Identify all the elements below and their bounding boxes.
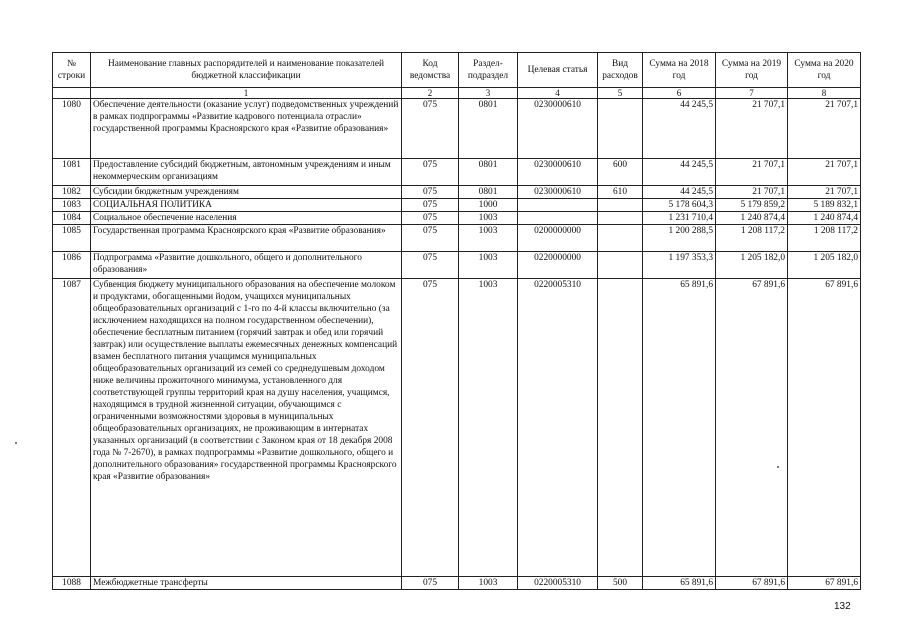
row-section: 1003 (459, 252, 518, 279)
column-number-row (53, 88, 861, 99)
scan-speck (777, 466, 779, 468)
row-expense-type: 500 (598, 577, 643, 590)
row-expense-type (598, 279, 643, 577)
row-sum-2019: 1 240 874,4 (716, 212, 788, 225)
row-sum-2018: 5 178 604,3 (643, 199, 716, 212)
row-target (518, 199, 598, 212)
column-number: 7 (716, 88, 788, 99)
row-number: 1085 (53, 225, 91, 252)
row-expense-type (598, 99, 643, 159)
row-sum-2019: 67 891,6 (716, 279, 788, 577)
row-dept-code: 075 (402, 99, 459, 159)
row-section: 1000 (459, 199, 518, 212)
row-expense-type (598, 225, 643, 252)
row-sum-2019: 21 707,1 (716, 186, 788, 199)
header-row-number: № строки (53, 53, 91, 88)
row-sum-2019: 1 205 182,0 (716, 252, 788, 279)
row-section: 1003 (459, 225, 518, 252)
row-number: 1083 (53, 199, 91, 212)
header-target: Целевая статья (518, 53, 598, 88)
row-number: 1080 (53, 99, 91, 159)
header-dept-code: Код ведомства (402, 53, 459, 88)
row-sum-2020: 1 240 874,4 (788, 212, 861, 225)
row-number: 1087 (53, 279, 91, 577)
table-row (53, 279, 861, 577)
row-sum-2018: 44 245,5 (643, 99, 716, 159)
row-expense-type (598, 199, 643, 212)
row-sum-2020: 21 707,1 (788, 186, 861, 199)
row-sum-2020: 5 189 832,1 (788, 199, 861, 212)
row-dept-code: 075 (402, 212, 459, 225)
table-row (53, 159, 861, 186)
table-header-row (53, 53, 861, 88)
row-sum-2019: 5 179 859,2 (716, 199, 788, 212)
row-section: 0801 (459, 186, 518, 199)
row-sum-2019: 67 891,6 (716, 577, 788, 590)
row-name: Государственная программа Красноярского края «Развитие образования» (91, 225, 402, 252)
row-sum-2018: 1 197 353,3 (643, 252, 716, 279)
row-sum-2020: 1 205 182,0 (788, 252, 861, 279)
column-number: 4 (518, 88, 598, 99)
column-number: 5 (598, 88, 643, 99)
row-sum-2019: 1 208 117,2 (716, 225, 788, 252)
table-row (53, 212, 861, 225)
row-section: 0801 (459, 99, 518, 159)
row-expense-type: 610 (598, 186, 643, 199)
row-section: 1003 (459, 279, 518, 577)
row-number: 1084 (53, 212, 91, 225)
row-sum-2020: 21 707,1 (788, 159, 861, 186)
row-dept-code: 075 (402, 252, 459, 279)
row-sum-2019: 21 707,1 (716, 159, 788, 186)
table-row (53, 252, 861, 279)
row-sum-2018: 44 245,5 (643, 159, 716, 186)
header-name: Наименование главных распорядителей и наименование показателей бюджетной классификации (91, 53, 402, 88)
table-row (53, 225, 861, 252)
row-target (518, 212, 598, 225)
row-section: 1003 (459, 577, 518, 590)
row-target: 0230000610 (518, 99, 598, 159)
row-dept-code: 075 (402, 199, 459, 212)
row-dept-code: 075 (402, 577, 459, 590)
table-row (53, 99, 861, 159)
row-sum-2018: 65 891,6 (643, 577, 716, 590)
row-target: 0200000000 (518, 225, 598, 252)
row-expense-type (598, 252, 643, 279)
row-section: 0801 (459, 159, 518, 186)
column-number: 2 (402, 88, 459, 99)
row-sum-2020: 21 707,1 (788, 99, 861, 159)
row-sum-2018: 1 231 710,4 (643, 212, 716, 225)
row-target: 0230000610 (518, 159, 598, 186)
column-number: 8 (788, 88, 861, 99)
column-number: 3 (459, 88, 518, 99)
row-expense-type (598, 212, 643, 225)
row-name: Социальное обеспечение населения (91, 212, 402, 225)
column-number: 1 (91, 88, 402, 99)
header-section: Раздел-подраздел (459, 53, 518, 88)
row-dept-code: 075 (402, 225, 459, 252)
row-sum-2020: 67 891,6 (788, 577, 861, 590)
column-number (53, 88, 91, 99)
row-name: Подпрограмма «Развитие дошкольного, общего и дополнительного образования» (91, 252, 402, 279)
row-dept-code: 075 (402, 159, 459, 186)
scan-speck (15, 442, 17, 444)
row-expense-type: 600 (598, 159, 643, 186)
header-sum-2018: Сумма на 2018 год (643, 53, 716, 88)
table-row (53, 577, 861, 590)
table-row (53, 199, 861, 212)
row-sum-2020: 67 891,6 (788, 279, 861, 577)
row-dept-code: 075 (402, 186, 459, 199)
row-target: 0220005310 (518, 577, 598, 590)
column-number: 6 (643, 88, 716, 99)
header-sum-2019: Сумма на 2019 год (716, 53, 788, 88)
row-sum-2018: 44 245,5 (643, 186, 716, 199)
table-row (53, 186, 861, 199)
row-sum-2020: 1 208 117,2 (788, 225, 861, 252)
header-sum-2020: Сумма на 2020 год (788, 53, 861, 88)
row-name: Обеспечение деятельности (оказание услуг) подведомственных учреждений в рамках подпрограммы «Развитие кадрового потенциала отрасли» государственной программы Красноярского края «Развитие образования» (91, 99, 402, 159)
row-number: 1088 (53, 577, 91, 590)
row-target: 0220000000 (518, 252, 598, 279)
row-sum-2018: 1 200 288,5 (643, 225, 716, 252)
row-dept-code: 075 (402, 279, 459, 577)
row-sum-2018: 65 891,6 (643, 279, 716, 577)
row-target: 0230000610 (518, 186, 598, 199)
budget-table (52, 52, 861, 590)
row-target: 0220005310 (518, 279, 598, 577)
row-name: Межбюджетные трансферты (91, 577, 402, 590)
row-number: 1082 (53, 186, 91, 199)
row-number: 1081 (53, 159, 91, 186)
header-expense-type: Вид расходов (598, 53, 643, 88)
row-sum-2019: 21 707,1 (716, 99, 788, 159)
row-number: 1086 (53, 252, 91, 279)
row-name: Предоставление субсидий бюджетным, автономным учреждениям и иным некоммерческим организациям (91, 159, 402, 186)
row-name: Субвенция бюджету муниципального образования на обеспечение молоком и продуктами, обогащенными йодом, учащихся муниципальных общеобразовательных организаций с 1-го по 4-й классы включительно (за исключением находящихся на полном государственном обеспечении), обеспечение бесплатным питанием (горячий завтрак и обед или горячий завтрак) или осуществление выплаты ежемесячных денежных компенсаций взамен бесплатного питания учащимся муниципальных общеобразовательных организаций из семей со среднедушевым доходом ниже величины прожиточного минимума, установленного для соответствующей группы территорий края на душу населения, учащимся, находящимся в трудной жизненной ситуации, обучающимся с ограниченными возможностями здоровья в муниципальных общеобразовательных организациях, не проживающим в интернатах указанных организаций (в соответствии с Законом края от 18 декабря 2008 года № 7-2670), в рамках подпрограммы «Развитие дошкольного, общего и дополнительного образования» государственной программы Красноярского края «Развитие образования» (91, 279, 402, 577)
row-section: 1003 (459, 212, 518, 225)
page-number: 132 (834, 601, 851, 612)
row-name: Субсидии бюджетным учреждениям (91, 186, 402, 199)
row-name: СОЦИАЛЬНАЯ ПОЛИТИКА (91, 199, 402, 212)
